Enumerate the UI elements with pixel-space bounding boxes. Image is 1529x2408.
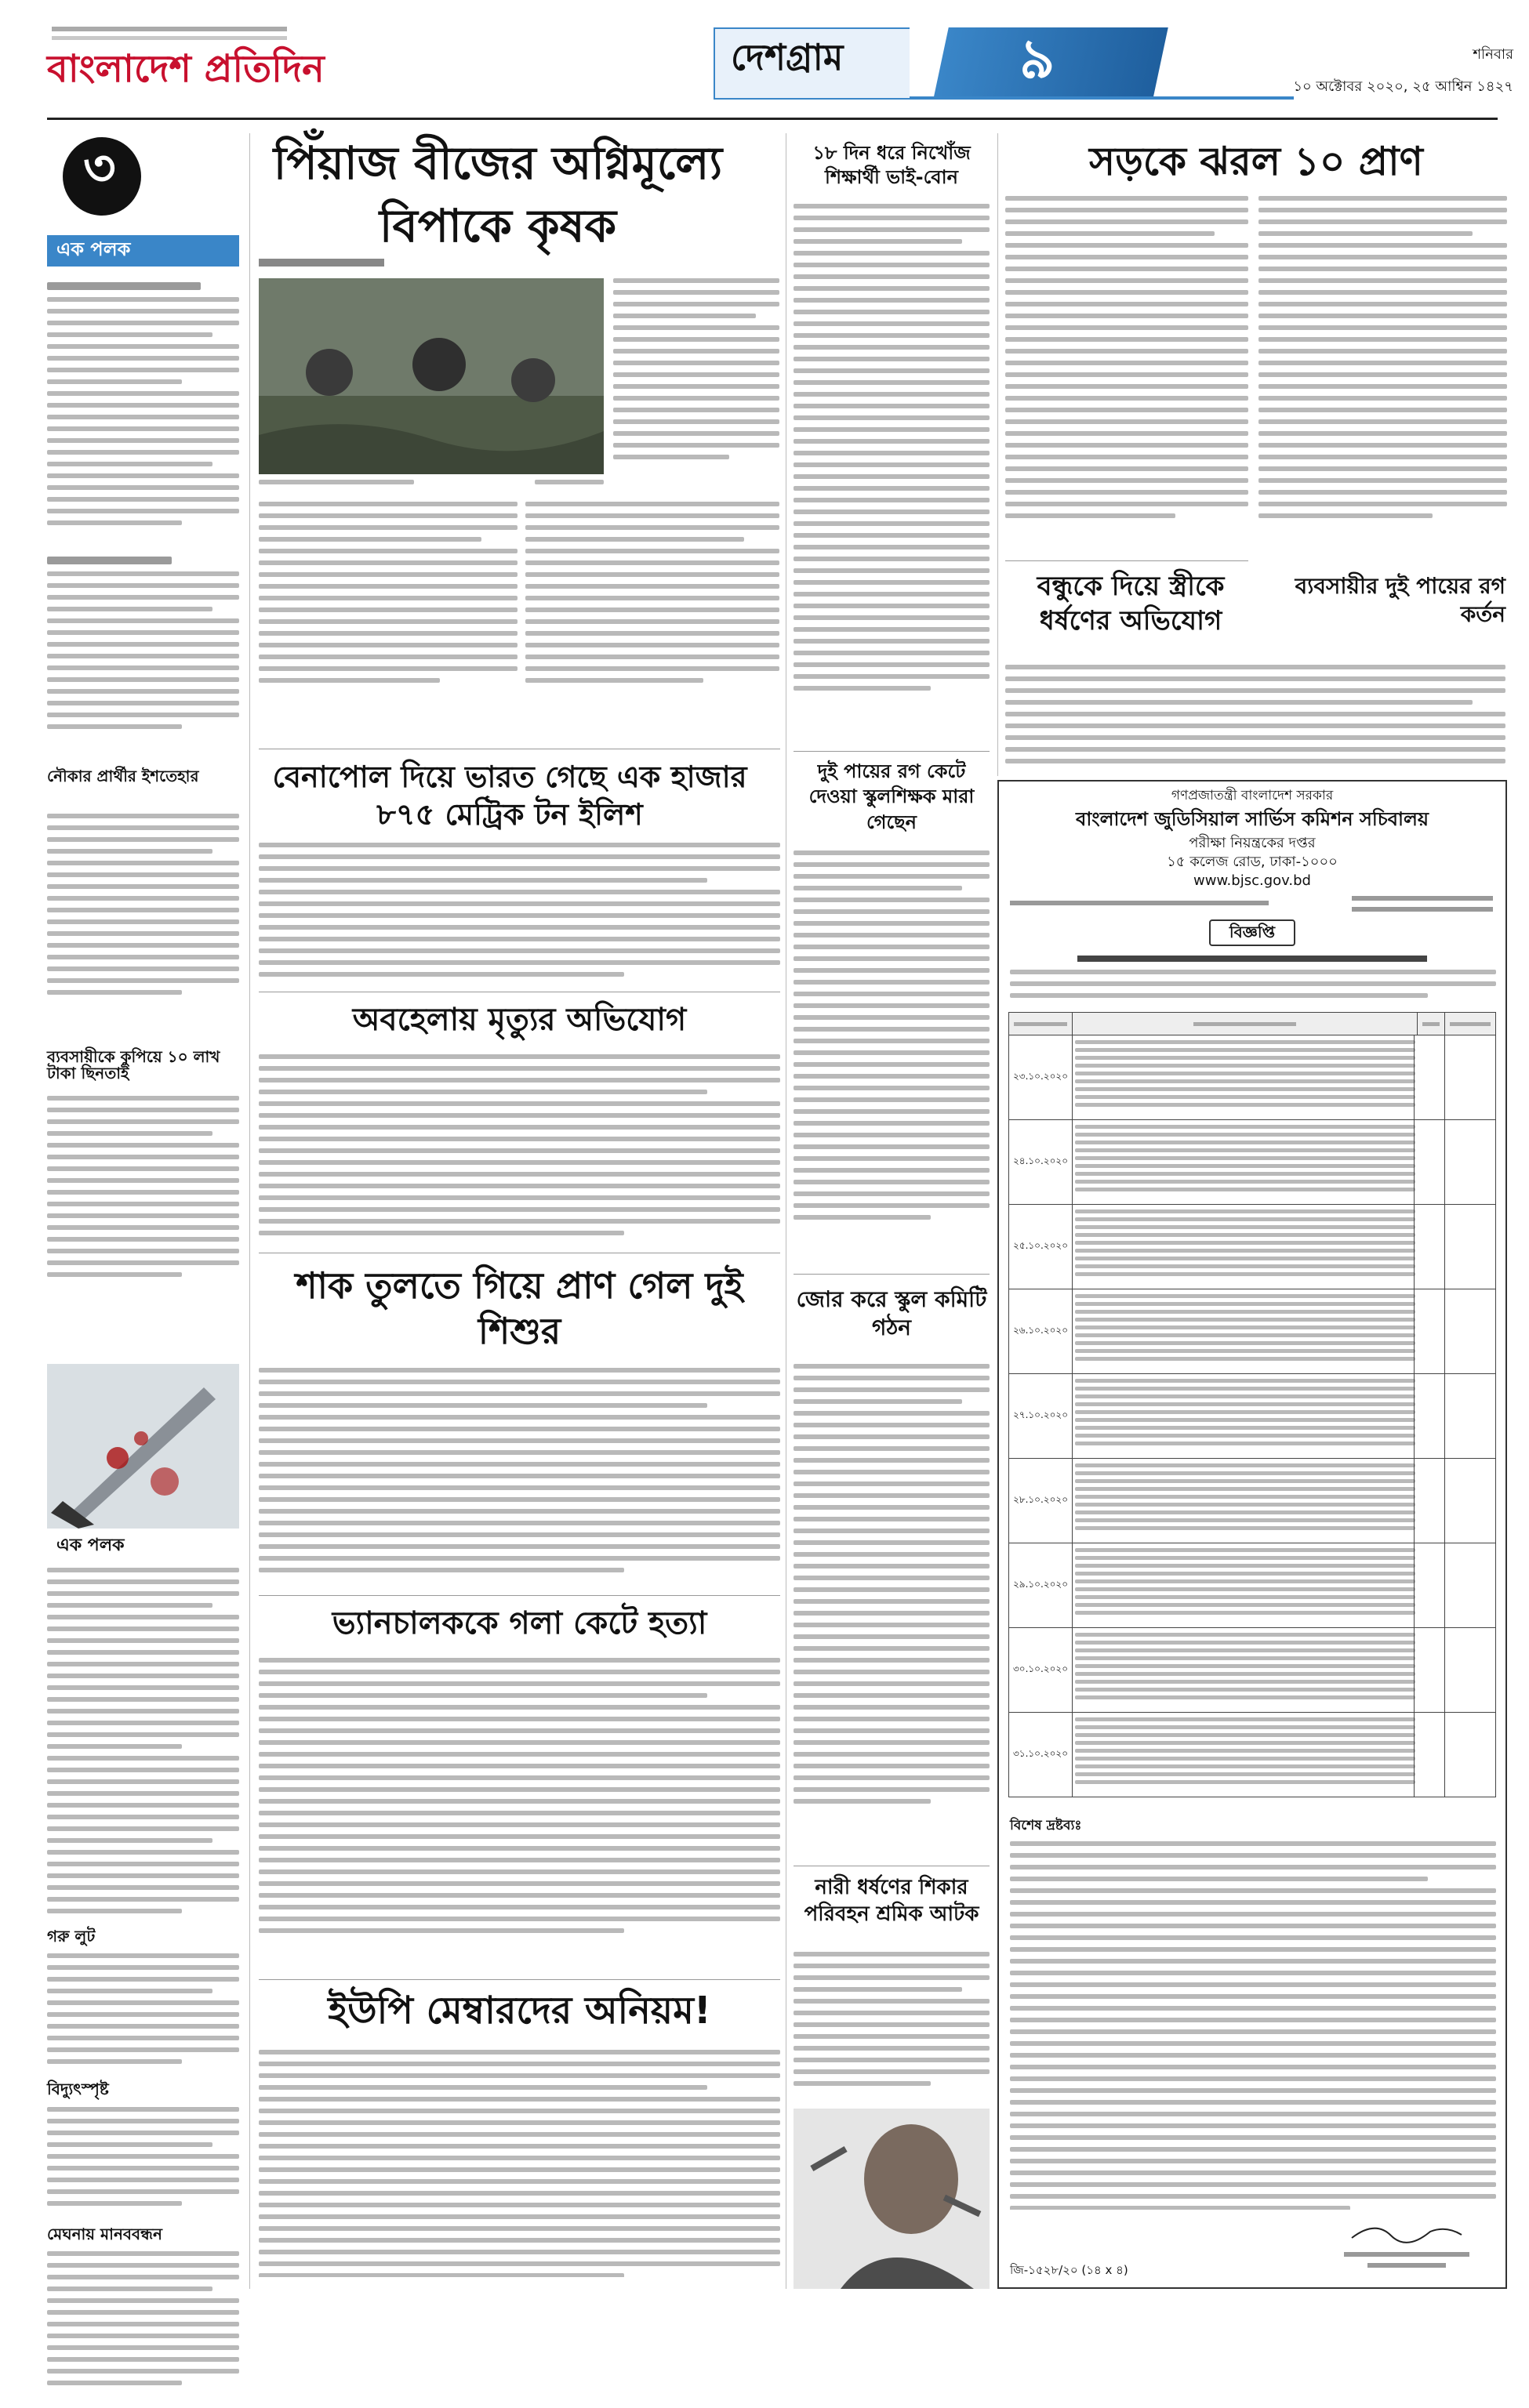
schedule-count (1414, 1628, 1445, 1712)
rule-vein (794, 751, 990, 752)
school-body (794, 1364, 990, 1858)
friend-headline: বন্ধুকে দিয়ে স্ত্রীকে ধর্ষণের অভিযোগ (1037, 571, 1225, 637)
notice-intro (1010, 970, 1496, 1009)
schedule-row (1008, 1205, 1496, 1289)
greens-headline: শাক তুলতে গিয়ে প্রাণ গেল দুই শিশুর (296, 1264, 743, 1352)
brief-block-7 (47, 2107, 239, 2217)
schedule-time (1445, 1713, 1495, 1797)
onion-body-col-2 (613, 278, 779, 490)
brief-headline-3: গরু লুট (47, 1927, 96, 1946)
schedule-roll-numbers (1075, 1294, 1415, 1369)
brief-block-3 (47, 814, 239, 1033)
schedule-row (1008, 1713, 1496, 1797)
schedule-date: ২৭.১০.২০২০ (1009, 1374, 1073, 1458)
hilsa-headline: বেনাপোল দিয়ে ভারত গেছে এক হাজার ৮৭৫ মেট্রিক টন ইলিশ (272, 760, 747, 832)
special-notes (1010, 1841, 1496, 2210)
rule-friend (1005, 560, 1248, 561)
knife-illustration (47, 1364, 239, 1529)
signature-scribble (1344, 2216, 1469, 2247)
brief-headline-1: নৌকার প্রার্থীর ইশতেহার (47, 767, 199, 785)
date-line: ১০ অক্টোবর ২০২০, ২৫ আশ্বিন ১৪২৭ (1293, 78, 1513, 95)
schedule-row (1008, 1289, 1496, 1374)
schedule-count (1414, 1459, 1445, 1543)
schedule-count (1414, 1205, 1445, 1289)
onion-field-photo (259, 278, 604, 474)
sidebar-section-label: এক পলক (56, 238, 131, 260)
notice-ref-line (1010, 901, 1269, 905)
schedule-row (1008, 1120, 1496, 1205)
column-rule-1 (249, 133, 250, 2289)
onion-body-col-1 (259, 274, 260, 275)
notice-date-line-2 (1352, 907, 1493, 912)
page-number: ৯ (1019, 27, 1055, 91)
schedule-roll-numbers (1075, 1633, 1415, 1708)
banner-stripe (910, 96, 1294, 100)
schedule-roll-numbers (1075, 1717, 1415, 1793)
schedule-grid (1008, 1012, 1496, 1035)
rape-headline: নারী ধর্ষণের শিকার পরিবহন শ্রমিক আটক (804, 1876, 979, 1926)
sidebar-photo (47, 1364, 239, 1529)
notice-footer-code: জি-১৫২৮/২০ (১৪ x ৪) (1010, 2263, 1128, 2277)
greens-body (259, 1368, 780, 1587)
schedule-date: ৩১.১০.২০২০ (1009, 1713, 1073, 1797)
notice-website: www.bjsc.gov.bd (1193, 872, 1311, 889)
schedule-time (1445, 1205, 1495, 1289)
up-body (259, 2050, 780, 2277)
rape-body (794, 1952, 990, 2101)
logo-wordmark: বাংলাদেশ প্রতিদিন (47, 47, 325, 91)
up-headline: ইউপি মেম্বারদের অনিয়ম! (328, 1989, 711, 2033)
school-headline: জোর করে স্কুল কমিটি গঠন (796, 1286, 987, 1341)
businessman-body (1270, 665, 1505, 767)
schedule-time (1445, 1543, 1495, 1627)
notice-date-line (1352, 896, 1493, 901)
rule-van (259, 1595, 780, 1596)
schedule-time (1445, 1459, 1495, 1543)
brief-headline-4: বিদ্যুৎস্পৃষ্ট (47, 2080, 109, 2098)
notice-subtitle (1077, 956, 1427, 962)
date-block (1255, 43, 1513, 98)
exam-schedule-table (1008, 1012, 1496, 1811)
schedule-count (1414, 1120, 1445, 1204)
vein-headline: দুই পায়ের রগ কেটে দেওয়া স্কুলশিক্ষক মারা গেছেন (808, 760, 975, 833)
onion-photo-caption (259, 480, 604, 494)
masthead (0, 0, 1529, 124)
onion-body-col-3 (259, 502, 518, 737)
schedule-count (1414, 1289, 1445, 1373)
onion-headline-2: বিপাকে কৃষক (379, 199, 617, 252)
schedule-row (1008, 1374, 1496, 1459)
schedule-rows (1008, 1035, 1496, 1797)
special-notes-label: বিশেষ দ্রষ্টব্যঃ (1010, 1818, 1082, 1833)
schedule-roll-numbers (1075, 1209, 1415, 1285)
brief-block-2 (47, 557, 239, 752)
schedule-roll-numbers (1075, 1548, 1415, 1623)
siblings-headline: ১৮ দিন ধরে নিখোঁজ শিক্ষার্থী ভাই-বোন (812, 142, 971, 189)
bjsc-notice (997, 780, 1507, 2289)
schedule-time (1445, 1035, 1495, 1119)
road-body-col-1 (1005, 196, 1248, 557)
schedule-time (1445, 1289, 1495, 1373)
woman-illustration (794, 2109, 990, 2289)
schedule-count (1414, 1374, 1445, 1458)
schedule-row (1008, 1543, 1496, 1628)
schedule-row (1008, 1035, 1496, 1120)
sidebar-bottom-label: এক পলক (56, 1536, 125, 1555)
signature (1344, 2216, 1469, 2247)
schedule-count (1414, 1035, 1445, 1119)
table-header-row (1009, 1013, 1496, 1035)
sidebar (47, 133, 239, 2289)
road-headline: সড়কে ঝরল ১০ প্রাণ (1089, 139, 1423, 184)
brief-block-6 (47, 1953, 239, 2071)
notice-title: বিজ্ঞপ্তি (1229, 923, 1276, 941)
schedule-date: ২৫.১০.২০২০ (1009, 1205, 1073, 1289)
newspaper-logo (47, 24, 325, 102)
brief-block-4 (47, 1096, 239, 1331)
schedule-time (1445, 1374, 1495, 1458)
schedule-date: ২৮.১০.২০২০ (1009, 1459, 1073, 1543)
schedule-row (1008, 1628, 1496, 1713)
column-rule-3 (997, 133, 998, 776)
farmers-in-field-image (259, 278, 604, 474)
schedule-roll-numbers (1075, 1379, 1415, 1454)
rule-up (259, 1979, 780, 1980)
victim-illustration (794, 2109, 990, 2289)
sidebar-badge-number: ৩ (83, 140, 116, 198)
brief-block-5 (47, 1568, 239, 1920)
masthead-rule (47, 118, 1498, 120)
schedule-roll-numbers (1075, 1125, 1415, 1200)
schedule-count (1414, 1713, 1445, 1797)
schedule-roll-numbers (1075, 1463, 1415, 1539)
schedule-time (1445, 1120, 1495, 1204)
schedule-count (1414, 1543, 1445, 1627)
signatory-line (1344, 2252, 1469, 2257)
brief-block-1 (47, 282, 239, 541)
logo-tagline-2 (52, 36, 287, 40)
schedule-roll-numbers (1075, 1040, 1415, 1115)
onion-body-col-4 (525, 502, 779, 737)
businessman-headline: ব্যবসায়ীর দুই পায়ের রগ কর্তন (1295, 573, 1505, 628)
notice-org: বাংলাদেশ জুডিসিয়াল সার্ভিস কমিশন সচিবালয় (1075, 808, 1429, 830)
schedule-time (1445, 1628, 1495, 1712)
van-headline: ভ্যানচালককে গলা কেটে হত্যা (332, 1605, 707, 1641)
notice-gov-line: গণপ্রজাতন্ত্রী বাংলাদেশ সরকার (1171, 788, 1334, 803)
schedule-row (1008, 1459, 1496, 1543)
signatory-line-2 (1367, 2263, 1446, 2268)
brief-headline-5: মেঘনায় মানববন্ধন (47, 2225, 162, 2243)
brief-block-8 (47, 2251, 239, 2408)
neglect-body (259, 1054, 780, 1250)
section-banner (714, 27, 1294, 102)
van-body (259, 1658, 780, 1971)
notice-address: ১৫ কলেজ রোড, ঢাকা-১০০০ (1167, 854, 1338, 870)
hilsa-body (259, 843, 780, 984)
onion-headline-1: পিঁয়াজ বীজের অগ্নিমূল্যে (273, 136, 723, 190)
siblings-body (794, 204, 990, 737)
road-body-col-2 (1258, 196, 1507, 564)
brief-headline-2: ব্যবসায়ীকে কুপিয়ে ১০ লাখ টাকা ছিনতাই (47, 1047, 220, 1083)
onion-byline (259, 259, 384, 267)
logo-tagline (52, 27, 287, 31)
schedule-date: ২৯.১০.২০২০ (1009, 1543, 1073, 1627)
section-title: দেশগ্রাম (731, 36, 844, 78)
weekday: শনিবার (1473, 46, 1513, 63)
schedule-date: ৩০.১০.২০২০ (1009, 1628, 1073, 1712)
vein-body (794, 850, 990, 1266)
notice-office: পরীক্ষা নিয়ন্ত্রকের দপ্তর (1189, 835, 1316, 851)
rule-school (794, 1274, 990, 1275)
schedule-date: ২৬.১০.২০২০ (1009, 1289, 1073, 1373)
schedule-date: ২৩.১০.২০২০ (1009, 1035, 1073, 1119)
schedule-date: ২৪.১০.২০২০ (1009, 1120, 1073, 1204)
neglect-headline: অবহেলায় মৃত্যুর অভিযোগ (352, 1002, 687, 1038)
